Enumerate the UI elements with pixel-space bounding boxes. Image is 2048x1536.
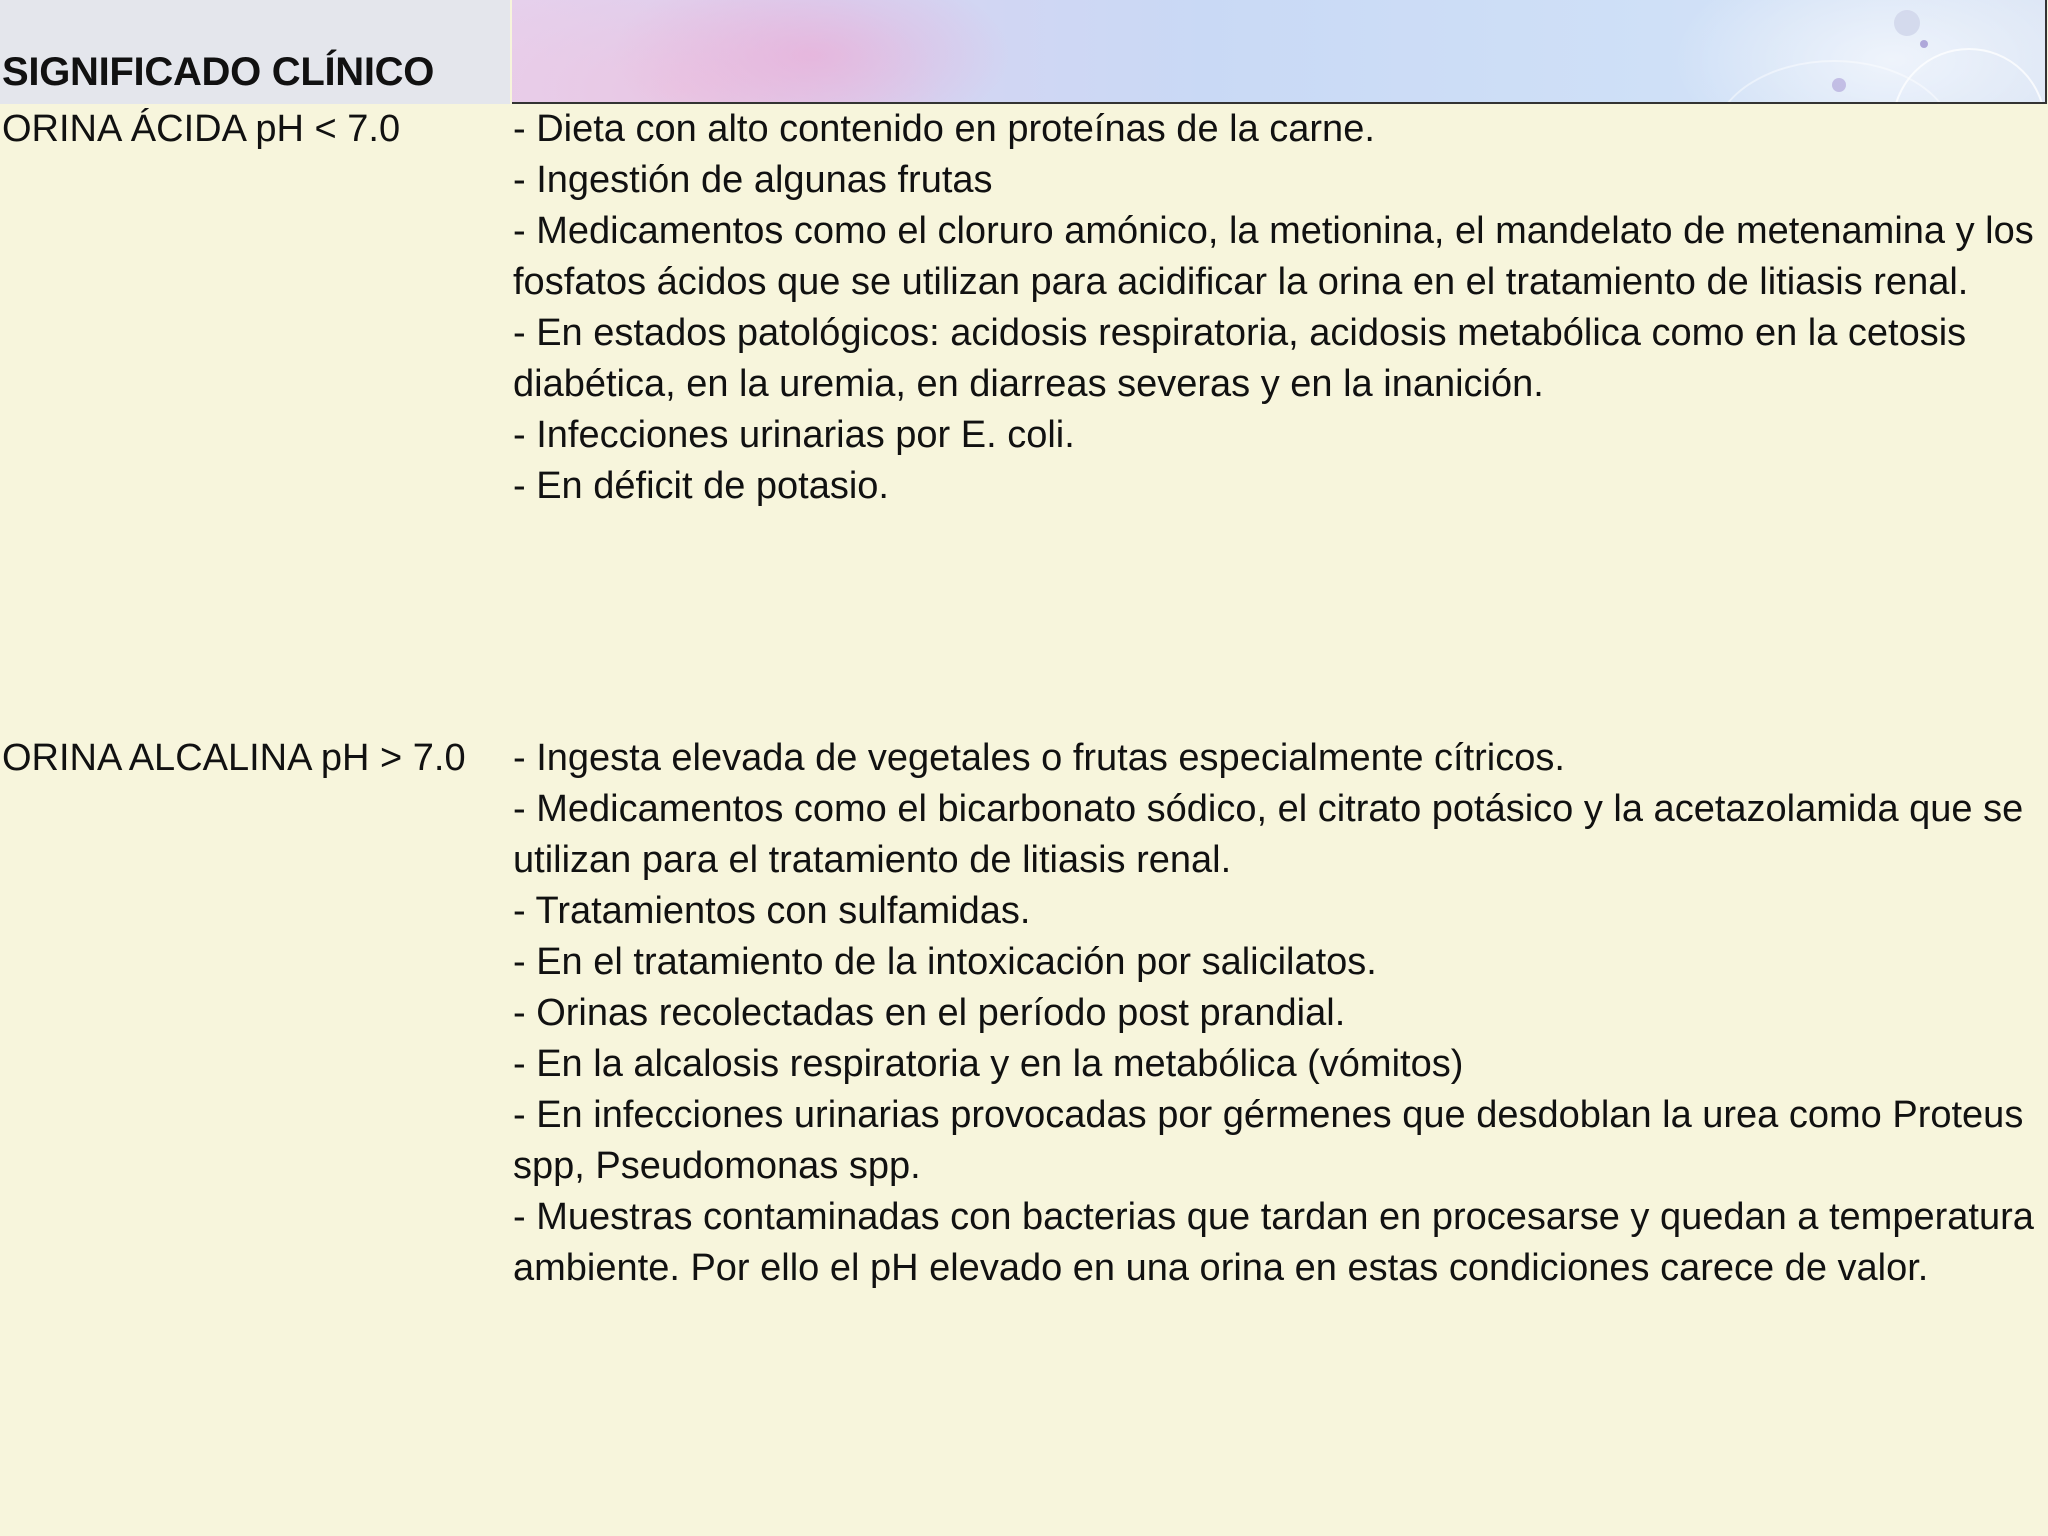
list-item: - Medicamentos como el bicarbonato sódico, el citrato potásico y la acetazolamida que se utilizan para el tratamiento de litiasis renal.	[513, 788, 2024, 881]
alkaline-urine-causes-list	[513, 733, 2043, 1294]
list-item: - En el tratamiento de la intoxicación por salicilatos.	[513, 941, 1377, 983]
list-item: - Medicamentos como el cloruro amónico, la metionina, el mandelato de metenamina y los fosfatos ácidos que se utilizan para acidificar la orina en el tratamiento de litiasis renal.	[513, 210, 2034, 303]
decorative-dot	[1920, 40, 1928, 48]
acid-urine-causes-list	[513, 104, 2043, 512]
decorative-dot	[1894, 10, 1920, 36]
list-item: - Dieta con alto contenido en proteínas de la carne.	[513, 108, 1375, 150]
acid-urine-label: ORINA ÁCIDA pH < 7.0	[2, 108, 401, 150]
list-item: - En la alcalosis respiratoria y en la metabólica (vómitos)	[513, 1043, 1464, 1085]
list-item: - Muestras contaminadas con bacterias que tardan en procesarse y quedan a temperatura ambiente. Por ello el pH elevado en una orina en estas condiciones carece de valor.	[513, 1196, 2034, 1289]
header-banner-image	[512, 0, 2047, 104]
decorative-dot	[1832, 78, 1846, 92]
list-item: - En déficit de potasio.	[513, 465, 889, 507]
slide-title: SIGNIFICADO CLÍNICO	[2, 50, 435, 94]
alkaline-urine-label: ORINA ALCALINA pH > 7.0	[2, 737, 466, 779]
list-item: - Orinas recolectadas en el período post prandial.	[513, 992, 1346, 1034]
list-item: - Ingestión de algunas frutas	[513, 159, 993, 201]
list-item: - Ingesta elevada de vegetales o frutas especialmente cítricos.	[513, 737, 1565, 779]
list-item: - En estados patológicos: acidosis respiratoria, acidosis metabólica como en la cetosis diabética, en la uremia, en diarreas severas y en la inanición.	[513, 312, 1967, 405]
list-item: - En infecciones urinarias provocadas por gérmenes que desdoblan la urea como Proteus spp, Pseudomonas spp.	[513, 1094, 2024, 1187]
list-item: - Tratamientos con sulfamidas.	[513, 890, 1031, 932]
list-item: - Infecciones urinarias por E. coli.	[513, 414, 1075, 456]
